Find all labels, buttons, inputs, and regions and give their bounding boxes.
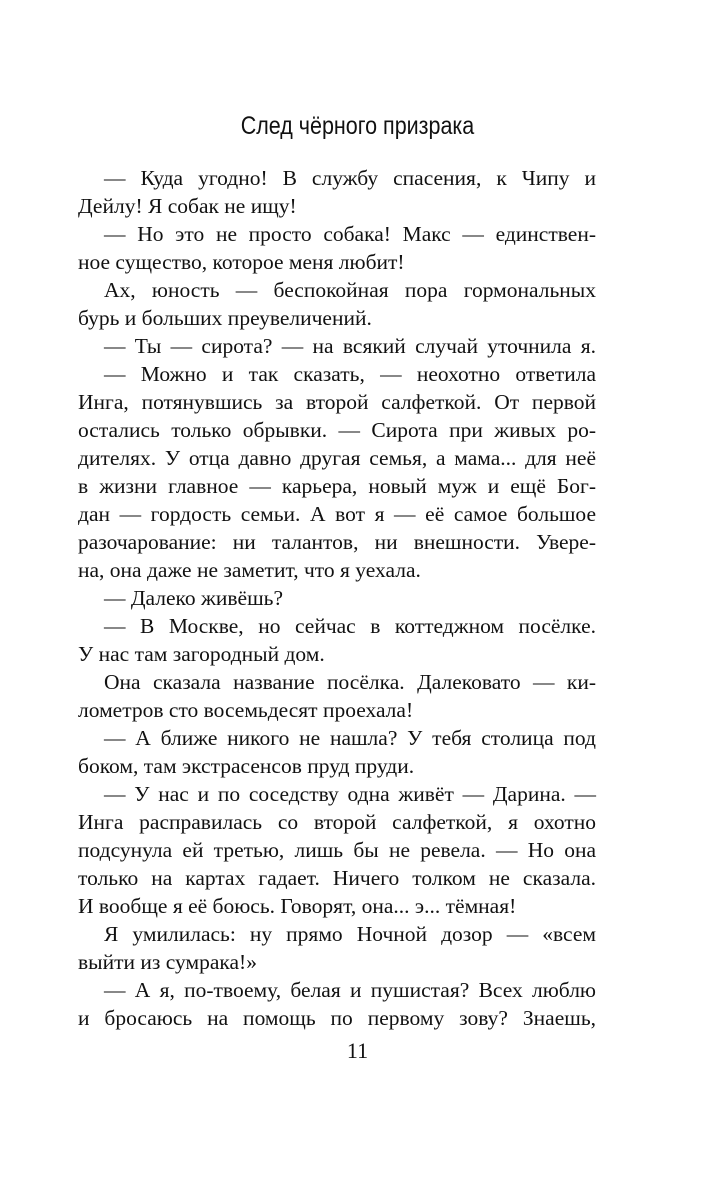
text-line: остались только обрывки. — Сирота при живых ро-	[78, 418, 596, 442]
text-line: дан — гордость семьи. А вот я — её самое большое	[78, 502, 596, 526]
text-line: подсунула ей третью, лишь бы не ревела. — Но она	[78, 838, 596, 862]
text-line: — Но это не просто собака! Макс — единствен-	[104, 222, 596, 246]
running-title: След чёрного призрака	[240, 112, 475, 140]
text-line: разочарование: ни талантов, ни внешности. Увере-	[78, 530, 596, 554]
text-line: Инга расправилась со второй салфеткой, я охотно	[78, 810, 596, 834]
text-line: Инга, потянувшись за второй салфеткой. От первой	[78, 390, 596, 414]
text-line: лометров сто восемьдесят проехала!	[78, 698, 414, 722]
text-line: выйти из сумрака!»	[78, 950, 257, 974]
text-line: Я умилилась: ну прямо Ночной дозор — «всем	[104, 922, 596, 946]
text-line: на, она даже не заметит, что я уехала.	[78, 558, 421, 582]
text-line: и бросаюсь на помощь по первому зову? Знаешь,	[78, 1006, 596, 1030]
text-line: У нас там загородный дом.	[78, 642, 325, 666]
text-line: — А ближе никого не нашла? У тебя столица под	[104, 726, 596, 750]
text-line: — Куда угодно! В службу спасения, к Чипу и	[104, 166, 596, 190]
text-line: Дейлу! Я собак не ищу!	[78, 194, 297, 218]
text-line: бурь и больших преувеличений.	[78, 306, 372, 330]
page-number: 11	[346, 1038, 369, 1063]
text-line: — У нас и по соседству одна живёт — Дарина. —	[104, 782, 596, 806]
text-line: ное существо, которое меня любит!	[78, 250, 405, 274]
text-line: боком, там экстрасенсов пруд пруди.	[78, 754, 415, 778]
text-line: — В Москве, но сейчас в коттеджном посёлке.	[104, 614, 596, 638]
text-line: — Ты — сирота? — на всякий случай уточнила я.	[104, 334, 596, 358]
text-line: только на картах гадает. Ничего толком не сказала.	[78, 866, 596, 890]
text-line: — А я, по-твоему, белая и пушистая? Всех люблю	[104, 978, 596, 1002]
text-line: в жизни главное — карьера, новый муж и ещё Бог-	[78, 474, 596, 498]
text-line: Ах, юность — беспокойная пора гормональных	[104, 278, 596, 302]
text-line: Она сказала название посёлка. Далековато — ки-	[104, 670, 596, 694]
body-text	[78, 164, 596, 1032]
text-line: И вообще я её боюсь. Говорят, она... э... тёмная!	[78, 894, 517, 918]
text-line: дителях. У отца давно другая семья, а мама... для неё	[78, 446, 596, 470]
text-line: — Можно и так сказать, — неохотно ответила	[104, 362, 596, 386]
text-line: — Далеко живёшь?	[104, 586, 283, 610]
